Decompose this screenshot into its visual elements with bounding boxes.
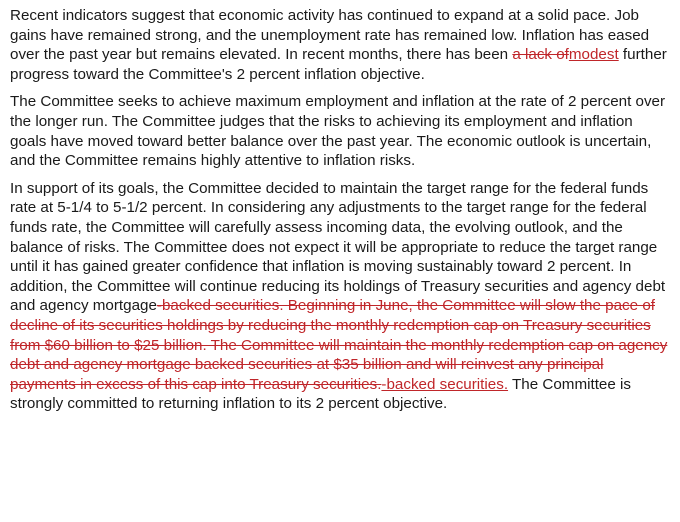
- paragraph-2-text: The Committee seeks to achieve maximum employment and inflation at the rate of 2 percent over the longer run. The Committee judges that the risks to achieving its employment and inflation goals have moved toward better balance over the past year. The economic outlook is uncertain, and the Committee remains highly attentive to inflation risks.: [10, 93, 666, 170]
- paragraph-activity: [10, 6, 672, 84]
- deleted-text: -backed securities. Beginning in June, the Committee will slow the pace of decline of its securities holdings by reducing the monthly redemption cap on Treasury securities from $60 billion to $25 billion. The Committee will maintain the monthly redemption cap on agency debt and agency mortgage backed securities at $35 billion and will reinvest any principal payments in excess of this cap into Treasury securities.: [10, 297, 668, 393]
- paragraph-policy: [10, 179, 672, 414]
- deleted-text: a lack of: [512, 46, 569, 64]
- inserted-text: -backed securities.: [381, 375, 509, 393]
- inserted-text: modest: [568, 46, 619, 64]
- paragraph-1-text-after: further progress toward the Committee's 2 percent inflation objective.: [10, 46, 667, 83]
- paragraph-3-text-after: The Committee is strongly committed to returning inflation to its 2 percent objective.: [10, 375, 631, 413]
- paragraph-1-text-before: Recent indicators suggest that economic activity has continued to expand at a solid pace. Job gains have remained strong, and the unemployment rate has remained low. Inflation has eased over the past year but remains elevated. In recent months, there has been: [10, 7, 650, 64]
- paragraph-goals: [10, 92, 672, 170]
- paragraph-3-text-before: In support of its goals, the Committee decided to maintain the target range for the federal funds rate at 5-1/4 to 5-1/2 percent. In considering any adjustments to the target range for the federal funds rate, the Committee will carefully assess incoming data, the evolving outlook, and the balance of risks. The Committee does not expect it will be appropriate to reduce the target range until it has gained greater confidence that inflation is moving sustainably toward 2 percent. In addition, the Committee will continue reducing its holdings of Treasury securities and agency debt and agency mortgage: [10, 179, 666, 315]
